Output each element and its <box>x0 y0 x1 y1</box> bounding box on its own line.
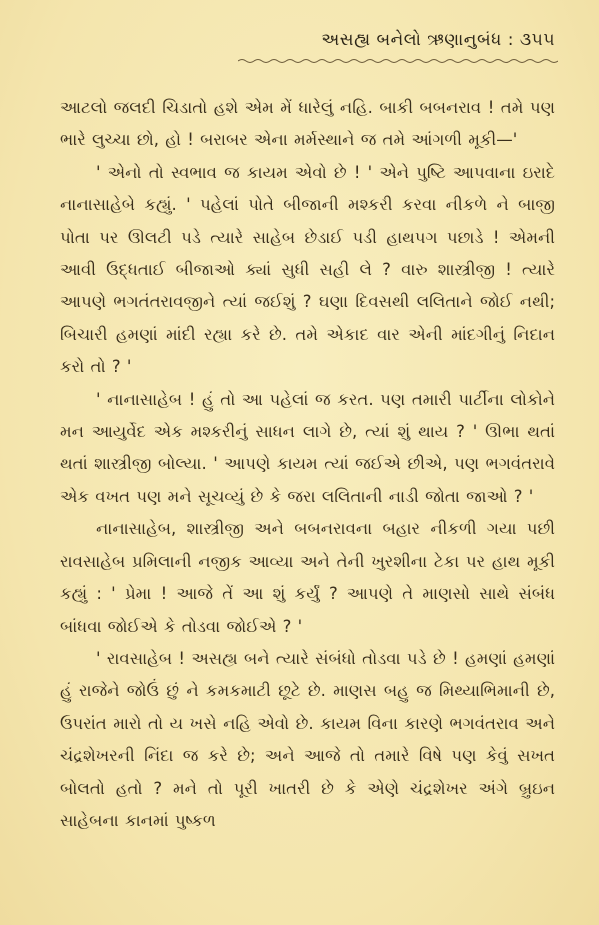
body-text <box>60 92 555 837</box>
paragraph-5: ' રાવસાહેબ ! અસહ્ય બને ત્યારે સંબંધો તોડવા પડે છે ! હમણાં હમણાં હું રાજેને જોઉં છું ને કમકમાટી છૂટે છે. માણસ બહુ જ મિથ્યાભિમાની છે, ઉપરાંત મારો તો ય ખસે નહિ એવો છે. કાયમ વિના કારણે ભગવંતરાવ અને ચંદ્રશેખરની નિંદા જ કરે છે; અને આજે તો તમારે વિષે પણ કેવું સખત બોલતો હતો ? મને તો પૂરી ખાતરી છે કે એણે ચંદ્રશેખર અંગે બ્રુઇન સાહેબના કાનમાં પુષ્કળ <box>60 648 555 830</box>
paragraph-2: ' એનો તો સ્વભાવ જ કાયમ એવો છે ! ' એને પુષ્ટિ આપવાના ઇરાદે નાનાસાહેબે કહ્યું. ' પહેલાં પોતે બીજાની મશ્કરી કરવા નીકળે ને બાજી પોતા પર ઊલટી પડે ત્યારે સાહેબ છેડાઈ પડી હાથપગ પછાડે ! એમની આવી ઉદ્ધતાઈ બીજાઓ ક્યાં સુધી સહી લે ? વારુ શાસ્ત્રીજી ! ત્યારે આપણે ભગતંતરાવજીને ત્યાં જઈશું ? ઘણા દિવસથી લલિતાને જોઈ નથી; બિચારી હમણાં માંદી રહ્યા કરે છે. તમે એકાદ વાર એની માંદગીનું નિદાન કરો તો ? ' <box>60 162 555 377</box>
running-head: અસહ્ય બનેલો ઋણાનુબંધ : ૩૫૫ <box>321 30 555 50</box>
paragraph-3: ' નાનાસાહેબ ! હું તો આ પહેલાં જ કરત. પણ તમારી પાર્ટીના લોકોને મન આયુર્વેદ એક મશ્કરીનું સાધન લાગે છે, ત્યાં શું થાય ? ' ઊભા થતાં થતાં શાસ્ત્રીજી બોલ્યા. ' આપણે કાયમ ત્યાં જઈએ છીએ, પણ ભગવંતરાવે એક વખત પણ મને સૂચવ્યું છે કે જરા લલિતાની નાડી જોતા જાઓ ? ' <box>60 389 555 506</box>
paragraph-4: નાનાસાહેબ, શાસ્ત્રીજી અને બબનરાવના બહાર નીકળી ગયા પછી રાવસાહેબ પ્રમિલાની નજીક આવ્યા અને તેની ખુરશીના ટેકા પર હાથ મૂકી કહ્યું : ' પ્રેમા ! આજે તેં આ શું કર્યું ? આપણે તે માણસો સાથે સંબંધ બાંધવા જોઈએ કે તોડવા જોઈએ ? ' <box>60 519 555 636</box>
wavy-rule-ornament <box>238 58 558 64</box>
paragraph-1: આટલો જલદી ચિડાતો હશે એમ મેં ધારેલું નહિ. બાકી બબનરાવ ! તમે પણ ભારે લુચ્ચા છો, હો ! બરાબર એના મર્મસ્થાને જ તમે આંગળી મૂકી—' <box>60 98 555 150</box>
